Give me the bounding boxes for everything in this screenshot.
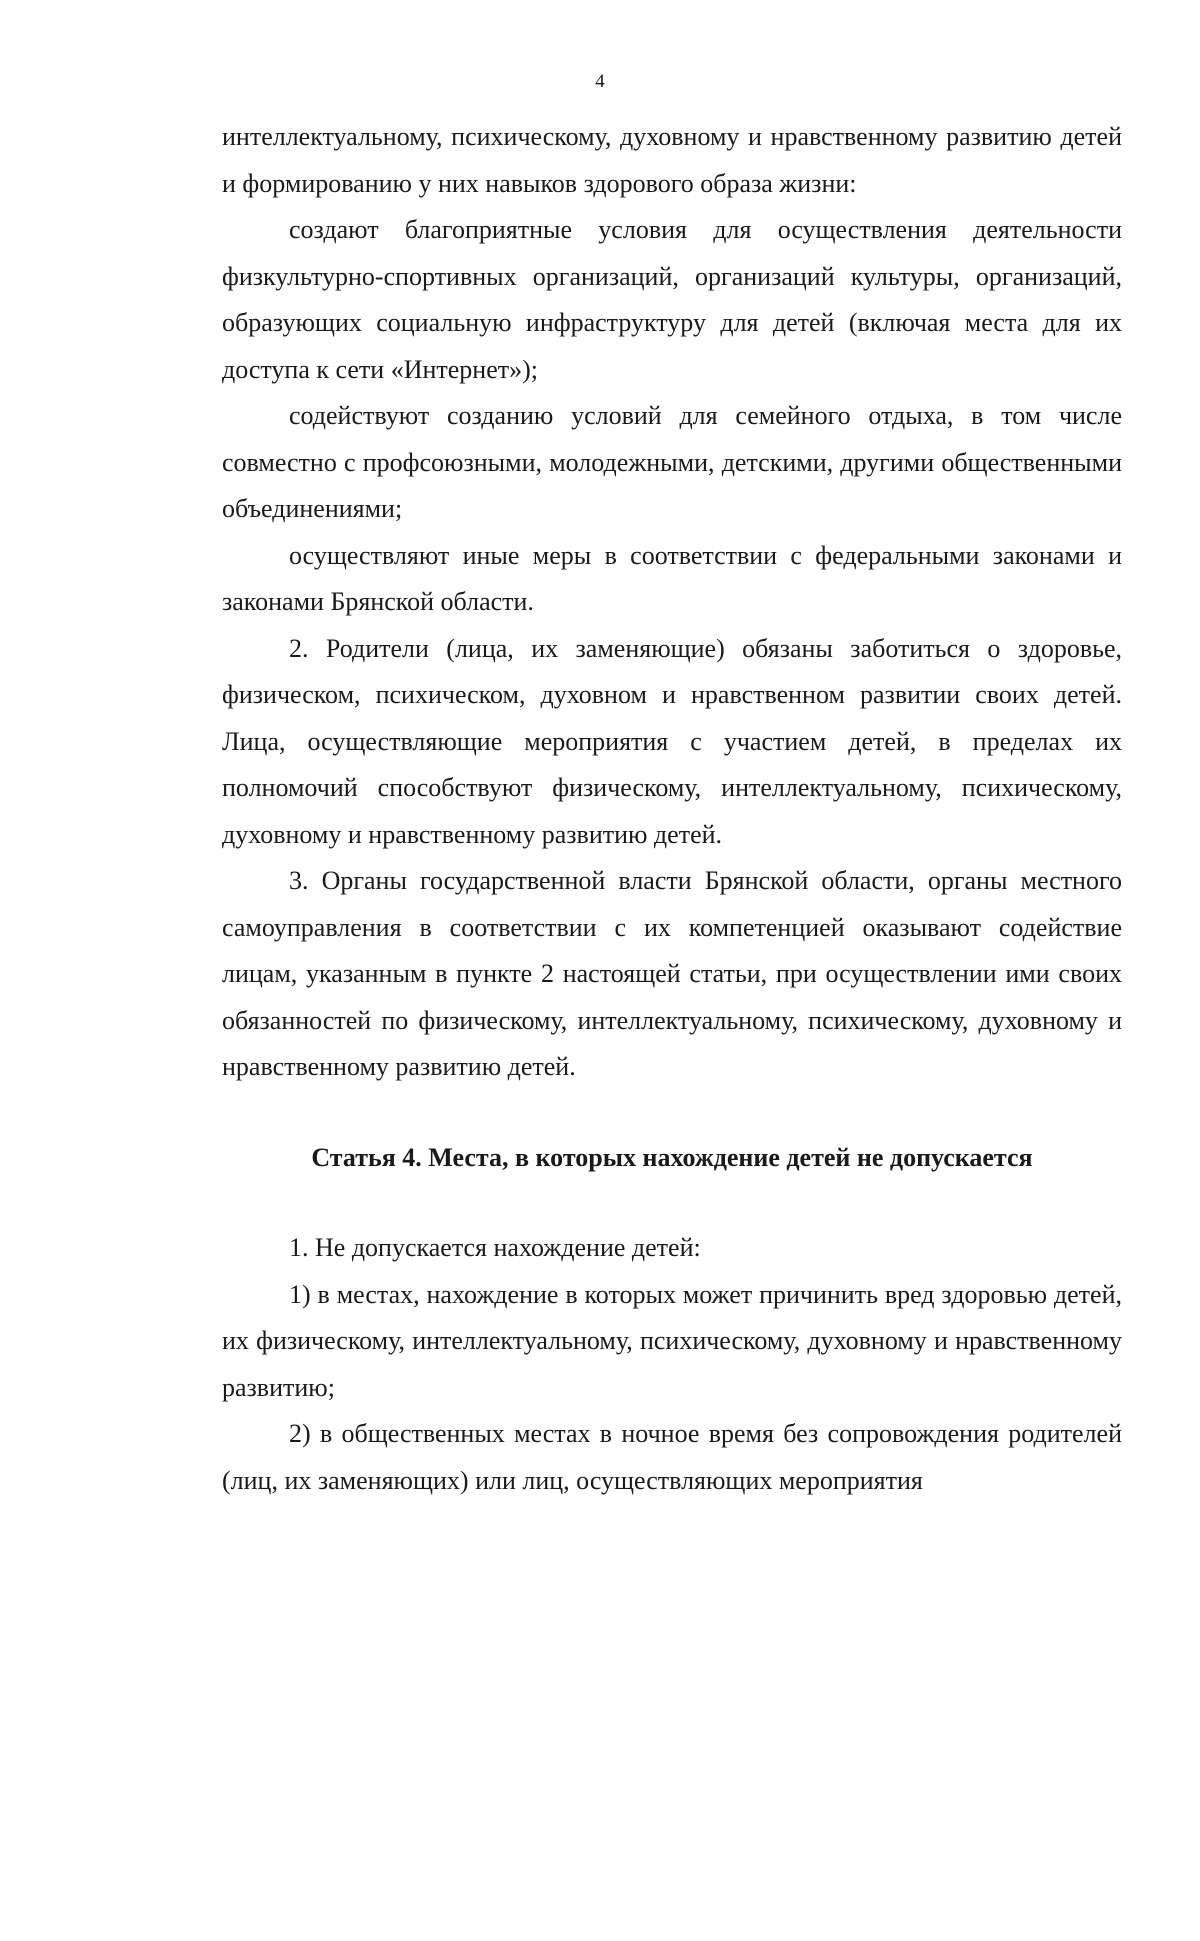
paragraph-point-3: 3. Органы государственной власти Брянской области, органы местного самоуправления в соответствии с их компетенцией оказывают содействие лицам, указанным в пункте 2 настоящей статьи, при осуществлении ими своих обязанностей по физическому, интеллектуальному, психическому, духовному и нравственному развитию детей. (222, 866, 1122, 1081)
paragraph-article4-subpoint-2: 2) в общественных местах в ночное время без сопровождения родителей (лиц, их заменяющих) или лиц, осуществляющих мероприятия (222, 1419, 1122, 1495)
paragraph-point-2: 2. Родители (лица, их заменяющие) обязаны заботиться о здоровье, физическом, психическом, духовном и нравственном развитии своих детей. Лица, осуществляющие мероприятия с участием детей, в пределах их полномочий способствуют физическому, интеллектуальному, психическому, духовному и нравственному развитию детей. (222, 633, 1122, 849)
document-body (222, 114, 1122, 1504)
article-heading: Статья 4. Места, в которых нахождение детей не допускается (311, 1142, 1033, 1172)
paragraph-article4-point-1: 1. Не допускается нахождение детей: (289, 1233, 701, 1262)
paragraph-continuation: интеллектуальному, психическому, духовному и нравственному развитию детей и формированию у них навыков здорового образа жизни: (222, 122, 1122, 198)
paragraph-article4-subpoint-1: 1) в местах, нахождение в которых может причинить вред здоровью детей, их физическому, интеллектуальному, психическому, духовному и нравственному развитию; (222, 1279, 1122, 1402)
page-number: 4 (595, 71, 605, 92)
paragraph-family-leisure: содействуют созданию условий для семейного отдыха, в том числе совместно с профсоюзными, молодежными, детскими, другими общественными объединениями; (222, 401, 1122, 523)
paragraph-create-conditions: создают благоприятные условия для осуществления деятельности физкультурно-спортивных организаций, организаций культуры, организаций, образующих социальную инфраструктуру для детей (включая места для их доступа к сети «Интернет»); (222, 215, 1122, 384)
paragraph-other-measures: осуществляют иные меры в соответствии с федеральными законами и законами Брянской области. (222, 540, 1122, 616)
